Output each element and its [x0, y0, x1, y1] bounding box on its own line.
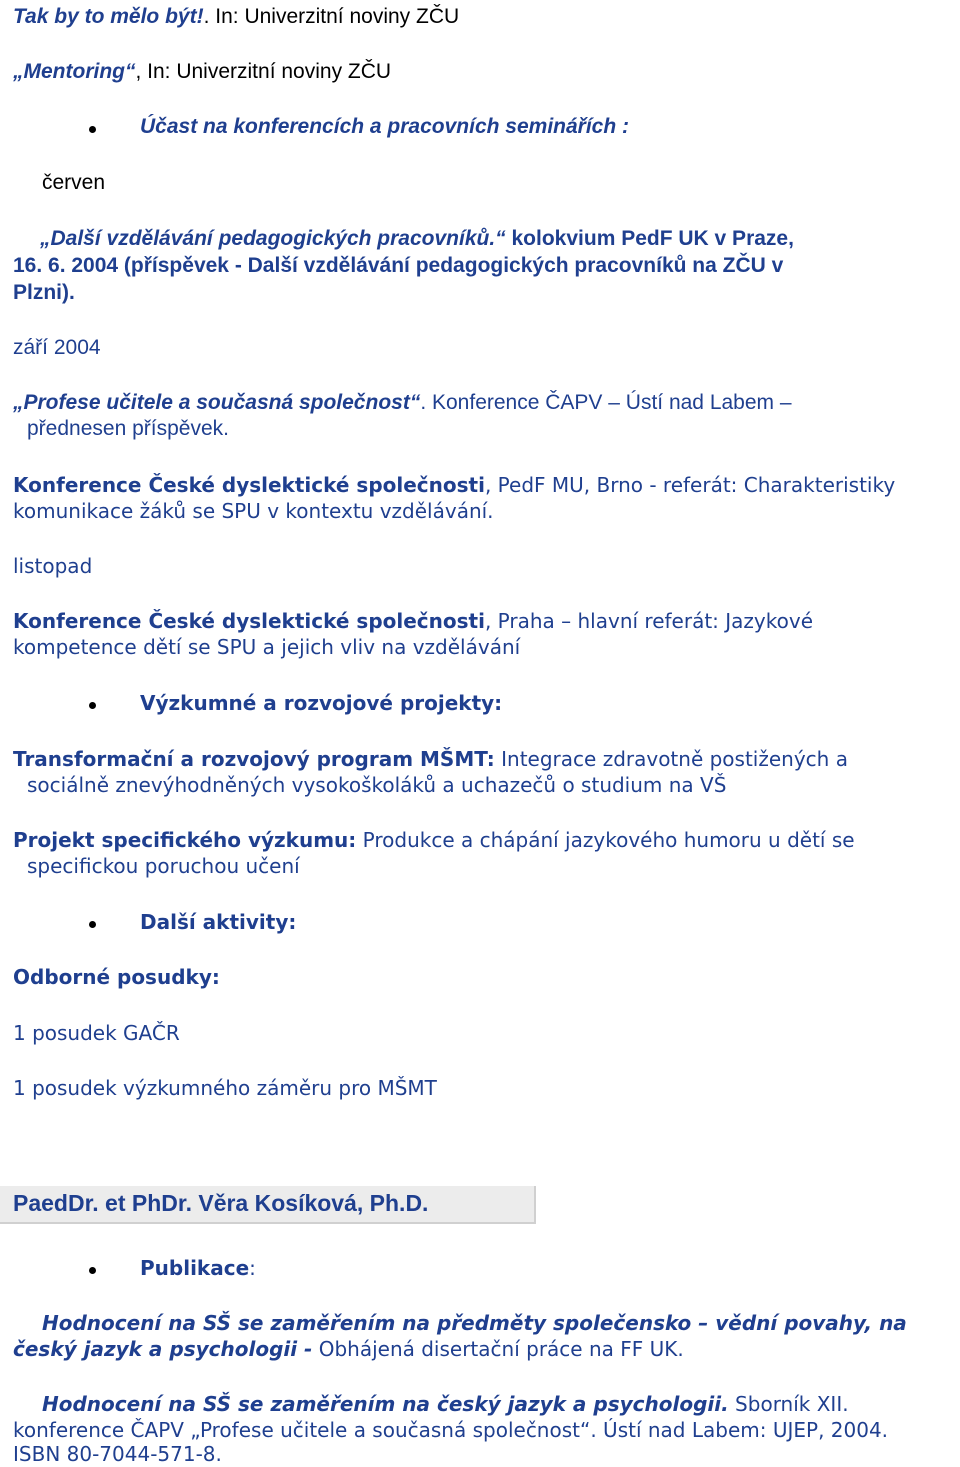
conference-entry-cds-brno-2: komunikace žáků se SPU v kontextu vzdělávání. [13, 499, 494, 523]
article-line-2 [13, 59, 391, 85]
conference-entry-cds-brno-1: Konference České dyslektické společnosti, PedF MU, Brno - referát: Charakteristiky [13, 473, 896, 497]
bullet-icon [89, 1267, 96, 1274]
person-name-box [0, 1186, 536, 1224]
project-specific-2: specifickou poruchou učení [27, 854, 300, 878]
conference-entry-cds-praha-1: Konference České dyslektické společnosti, Praha – hlavní referát: Jazykové [13, 609, 813, 633]
publication-2-line-1: Hodnocení na SŠ se zaměřením na český jazyk a psychologii. Sborník XII. [42, 1392, 849, 1416]
article-title-1: Tak by to mělo být! [13, 5, 204, 28]
article-line-1 [13, 4, 459, 30]
section-heading-other: Další aktivity: [140, 910, 297, 934]
project-specific-1: Projekt specifického výzkumu: Produkce a chápání jazykového humoru u dětí se [13, 828, 855, 852]
conference-entry-profese-1: „Profese učitele a současná společnost“. Konference ČAPV – Ústí nad Labem – [13, 391, 792, 414]
section-heading-conferences: Účast na konferencích a pracovních seminářích : [140, 115, 630, 138]
article-source-2: , In: Univerzitní noviny ZČU [135, 60, 392, 83]
publication-1-line-1: Hodnocení na SŠ se zaměřením na předměty společensko – vědní povahy, na [42, 1311, 907, 1335]
project-specific-title: Projekt specifického výzkumu: [13, 828, 357, 852]
publication-2-line-2: konference ČAPV „Profese učitele a současná společnost“. Ústí nad Labem: UJEP, 2004. [13, 1418, 889, 1442]
conference-name-cds-1: Konference České dyslektické společnosti [13, 473, 485, 497]
bullet-icon [89, 126, 96, 133]
month-cerven: červen [42, 171, 106, 194]
conference-title-profese: „Profese učitele a současná společnost“ [13, 391, 421, 414]
publication-1-line-2: český jazyk a psychologii - Obhájená disertační práce na FF UK. [13, 1337, 684, 1361]
review-item-2: 1 posudek výzkumného záměru pro MŠMT [13, 1076, 437, 1100]
conference-entry-dalsi-3: Plzni). [13, 281, 75, 304]
person-name: PaedDr. et PhDr. Věra Kosíková, Ph.D. [13, 1190, 429, 1216]
conference-entry-dalsi-2: 16. 6. 2004 (příspěvek - Další vzdělávání pedagogických pracovníků na ZČU v [13, 254, 784, 277]
article-source-1: . In: Univerzitní noviny ZČU [203, 5, 460, 28]
bullet-icon [89, 702, 96, 709]
project-transform-title: Transformační a rozvojový program MŠMT: [13, 747, 495, 771]
conference-title-dalsi: „Další vzdělávání pedagogických pracovníků.“ [40, 227, 506, 250]
conference-entry-profese-2: přednesen příspěvek. [27, 417, 229, 440]
month-listopad: listopad [13, 554, 93, 578]
review-item-1: 1 posudek GAČR [13, 1021, 180, 1045]
section-heading-research: Výzkumné a rozvojové projekty: [140, 691, 503, 715]
section-heading-publications: Publikace: [140, 1256, 256, 1280]
project-transform-1: Transformační a rozvojový program MŠMT: Integrace zdravotně postižených a [13, 747, 848, 771]
publication-2-line-3: ISBN 80-7044-571-8. [13, 1442, 222, 1466]
month-zari: září 2004 [13, 336, 101, 359]
reviews-heading: Odborné posudky: [13, 965, 220, 989]
project-transform-2: sociálně znevýhodněných vysokoškoláků a uchazečů o studium na VŠ [27, 773, 727, 797]
article-title-2: „Mentoring“ [13, 60, 136, 83]
conference-entry-cds-praha-2: kompetence dětí se SPU a jejich vliv na vzdělávání [13, 635, 521, 659]
conference-entry-dalsi-1: „Další vzdělávání pedagogických pracovníků.“ kolokvium PedF UK v Praze, [40, 227, 794, 250]
bullet-icon [89, 921, 96, 928]
conference-name-cds-2: Konference České dyslektické společnosti [13, 609, 485, 633]
